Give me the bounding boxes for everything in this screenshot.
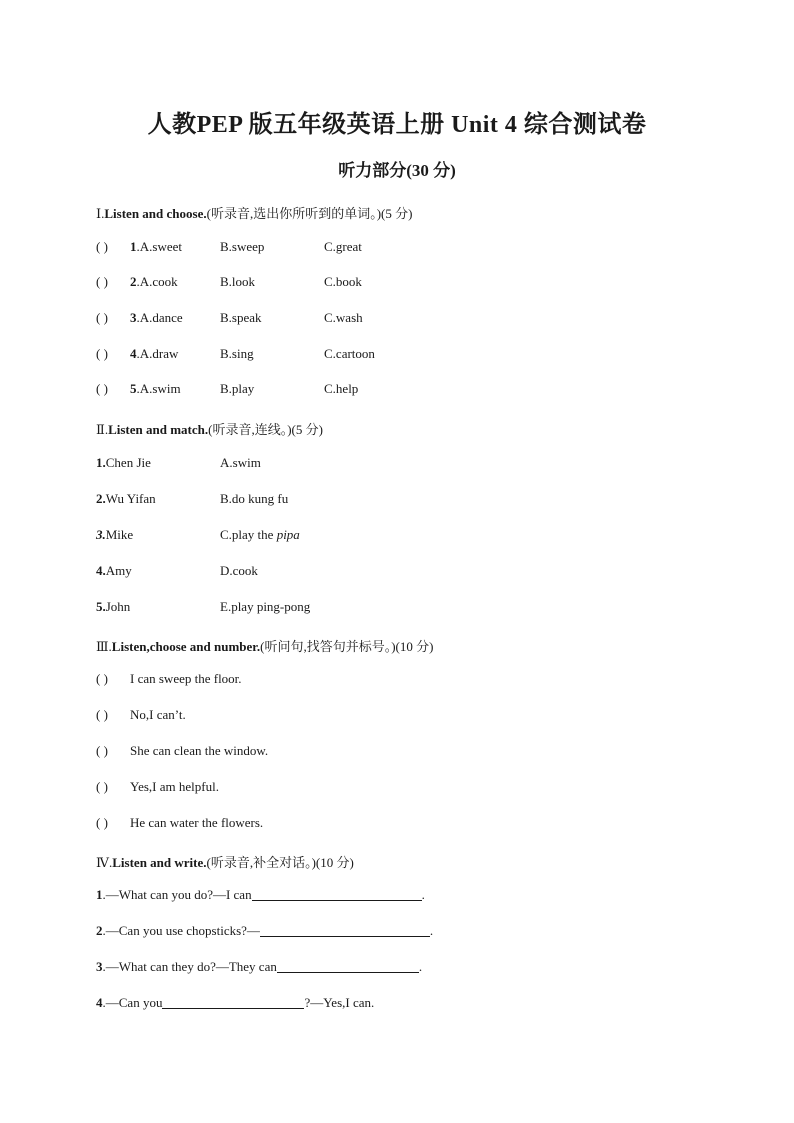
match-name: Chen Jie [105,455,151,470]
option-a: .A.dance [136,310,183,325]
answer-paren[interactable]: ( ) [96,274,108,289]
match-option: B.do kung fu [220,491,289,506]
dialogue-end: . [421,887,425,902]
answer-paren[interactable]: ( ) [96,671,108,686]
section-english: Listen and write. [112,855,207,870]
item-number: 5. [96,599,106,614]
option-a: .A.cook [136,274,178,289]
match-option: A.swim [220,455,261,470]
answer-paren[interactable]: ( ) [96,310,108,325]
dialogue-end: ?—Yes,I can. [304,995,375,1010]
item-number: 1 [96,887,103,902]
item-number: 5 [130,381,137,396]
section-english: Listen and match. [108,422,209,437]
item-number: 2 [96,923,103,938]
match-name: John [105,599,131,614]
section-roman: Ⅱ. [96,422,109,437]
match-name: Mike [105,527,134,542]
dialogue-end: . [429,923,434,938]
item-number: 3 [130,310,137,325]
item-number: 3 [96,959,103,974]
option-b: B.play [220,381,255,396]
item-number: 1. [96,455,106,470]
section-chinese: (听录音,补全对话。)(10 分) [206,855,354,870]
write-row [96,887,425,903]
option-b: B.look [220,274,256,289]
section-heading-1 [96,203,412,222]
section-roman: Ⅲ. [96,639,112,654]
answer-blank[interactable] [162,995,304,1009]
section-chinese: (听问句,找答句并标号。)(10 分) [260,639,434,654]
dialogue-text: .—Can you use chopsticks?— [102,923,260,938]
option-c: C.cartoon [324,346,375,361]
section-subtitle: 听力部分(30 分) [338,161,456,180]
answer-blank[interactable] [252,887,422,901]
answer-text: He can water the flowers. [130,815,264,830]
match-option: E.play ping-pong [220,599,311,614]
answer-text: She can clean the window. [130,743,269,758]
section-chinese: (听录音,选出你所听到的单词。)(5 分) [206,206,413,221]
number-row [96,743,268,759]
option-c: C.help [324,381,359,396]
write-row [96,923,433,939]
answer-paren[interactable]: ( ) [96,779,108,794]
section-roman: Ⅰ. [96,206,105,221]
write-row [96,959,422,975]
option-a: .A.draw [136,346,179,361]
write-row [96,995,374,1011]
match-name: Wu Yifan [105,491,156,506]
section-english: Listen,choose and number. [111,639,261,654]
section-roman: Ⅳ. [96,855,113,870]
option-b: B.speak [220,310,262,325]
item-number: 2 [130,274,137,289]
option-c: C.wash [324,310,363,325]
option-c: C.book [324,274,362,289]
answer-blank[interactable] [260,923,430,937]
item-number: 2. [96,491,106,506]
dialogue-text: .—Can you [102,995,163,1010]
option-b: B.sing [220,346,254,361]
match-option: D.cook [220,563,258,578]
option-a: .A.sweet [136,239,182,254]
answer-text: Yes,I am helpful. [130,779,219,794]
item-number: 4 [96,995,103,1010]
number-row [96,779,219,795]
option-c: C.great [324,239,362,254]
answer-paren[interactable]: ( ) [96,743,108,758]
answer-text: No,I can’t. [130,707,186,722]
option-b: B.sweep [220,239,265,254]
option-a: .A.swim [136,381,181,396]
number-row [96,671,242,687]
answer-paren[interactable]: ( ) [96,381,108,396]
item-number: 4 [130,346,137,361]
match-option-italic: pipa [276,527,300,542]
answer-paren[interactable]: ( ) [96,239,108,254]
answer-blank[interactable] [277,959,419,973]
item-number: 1 [130,239,137,254]
answer-paren[interactable]: ( ) [96,346,108,361]
answer-text: I can sweep the floor. [130,671,242,686]
answer-paren[interactable]: ( ) [96,815,108,830]
section-heading-2 [96,419,323,438]
match-option: C.play the [220,527,277,542]
item-number: 4. [96,563,106,578]
page-title: 人教PEP 版五年级英语上册 Unit 4 综合测试卷 [147,112,647,138]
dialogue-end: . [418,959,423,974]
section-heading-4 [96,852,354,871]
dialogue-text: .—What can you do?—I can [102,887,252,902]
answer-paren[interactable]: ( ) [96,707,108,722]
section-heading-3 [96,636,433,655]
match-name: Amy [105,563,132,578]
item-number: 3. [96,527,106,542]
dialogue-text: .—What can they do?—They can [102,959,277,974]
section-english: Listen and choose. [104,206,207,221]
number-row [96,815,263,831]
section-chinese: (听录音,连线。)(5 分) [208,422,323,437]
number-row [96,707,186,723]
